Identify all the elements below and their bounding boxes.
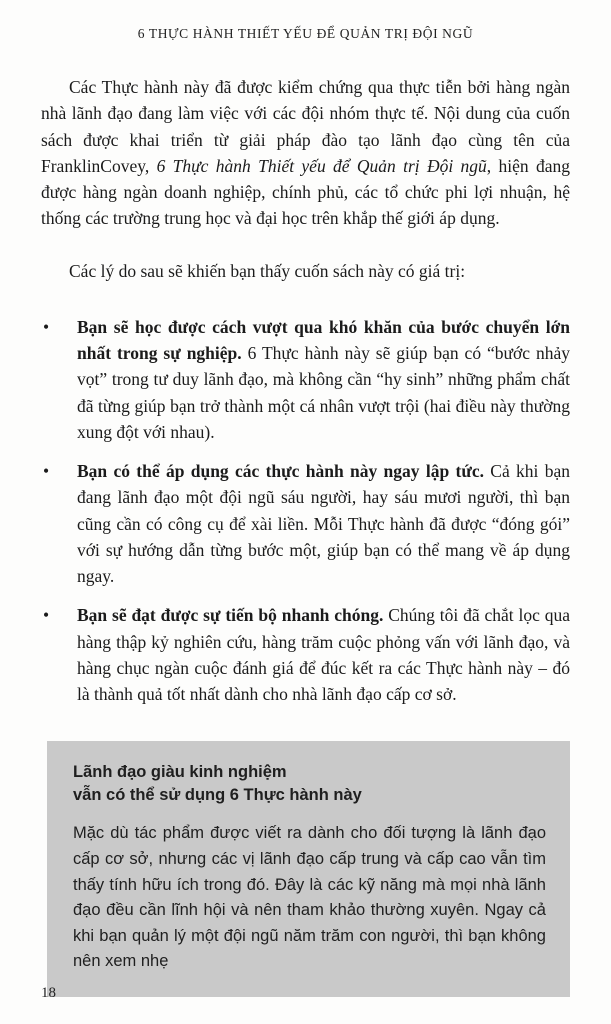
bullet-text xyxy=(77,458,570,589)
callout-body: Mặc dù tác phẩm được viết ra dành cho đối tượng là lãnh đạo cấp cơ sở, nhưng các vị lãnh đạo cấp trung và cấp cao vẫn tìm thấy tính hữu ích trong đó. Đây là các kỹ năng mà mọi nhà lãnh đạo đều cần lĩnh hội và nên tham khảo thường xuyên. Ngay cả khi bạn quản lý một đội ngũ năm trăm con người, thì bạn không nên xem nhẹ xyxy=(73,824,546,971)
intro-paragraph xyxy=(41,74,570,232)
bullet-item-1 xyxy=(41,314,570,445)
bullet-bold-lead: Bạn có thể áp dụng các thực hành này ngay lập tức. xyxy=(77,461,484,481)
callout-heading-line1: Lãnh đạo giàu kinh nghiệm xyxy=(73,763,287,782)
bullet-marker: • xyxy=(43,461,50,481)
bullet-text xyxy=(77,602,570,707)
callout-heading xyxy=(73,761,546,807)
callout-heading-line2: vẫn có thể sử dụng 6 Thực hành này xyxy=(73,786,362,805)
bullet-rest: 6 Thực hành này sẽ giúp bạn có “bước nhảy vọt” trong tư duy lãnh đạo, mà không cần “hy sinh” những phẩm chất đã từng giúp bạn trở thành một cá nhân vượt trội (hai điều này thường xung đột với nhau). xyxy=(77,343,570,442)
bullet-text xyxy=(77,314,570,445)
reasons-bullet-list xyxy=(41,314,570,708)
bullet-bold-lead: Bạn sẽ học được cách vượt qua khó khăn của bước chuyển lớn nhất trong sự nghiệp. xyxy=(77,316,570,363)
book-title-italic: 6 Thực hành Thiết yếu để Quản trị Đội ngũ xyxy=(156,155,487,176)
intro-paragraph-before: Các Thực hành này đã được kiểm chứng qua thực tiễn bởi hàng ngàn nhà lãnh đạo đang làm việc với các đội nhóm thực tế. Nội dung của cuốn sách được khai triển từ giải pháp đào tạo lãnh đạo cùng tên của FranklinCovey, xyxy=(41,77,570,176)
reasons-lead-line: Các lý do sau sẽ khiến bạn thấy cuốn sách này có giá trị: xyxy=(69,260,466,281)
bullet-bold-lead: Bạn sẽ đạt được sự tiến bộ nhanh chóng. xyxy=(77,605,384,626)
bullet-item-2 xyxy=(41,458,570,589)
intro-paragraph-after: , hiện đang được hàng ngàn doanh nghiệp, chính phủ, các tổ chức phi lợi nhuận, hệ thống các trường trung học và đại học trên khắp thế giới áp dụng. xyxy=(41,155,570,229)
bullet-rest: Chúng tôi đã chắt lọc qua hàng thập kỷ nghiên cứu, hàng trăm cuộc phỏng vấn với lãnh đạo, và hàng chục ngàn cuộc đánh giá để đúc kết ra các Thực hành này – đó là thành quả tốt nhất dành cho nhà lãnh đạo cấp cơ sở. xyxy=(77,605,570,704)
bullet-marker: • xyxy=(43,316,50,337)
page-number: 18 xyxy=(41,985,56,1001)
bullet-item-3 xyxy=(41,602,570,707)
callout-box xyxy=(47,741,570,997)
bullet-rest: Cả khi bạn đang lãnh đạo một đội ngũ sáu người, hay sáu mươi người, thì bạn cũng cần có công cụ để xài liền. Mỗi Thực hành đã được “đóng gói” với sự hướng dẫn từng bước một, giúp bạn có thể mang về áp dụng ngay. xyxy=(77,461,570,586)
running-head: 6 THỰC HÀNH THIẾT YẾU ĐỂ QUẢN TRỊ ĐỘI NGŨ xyxy=(137,26,474,41)
bullet-marker: • xyxy=(43,605,50,626)
